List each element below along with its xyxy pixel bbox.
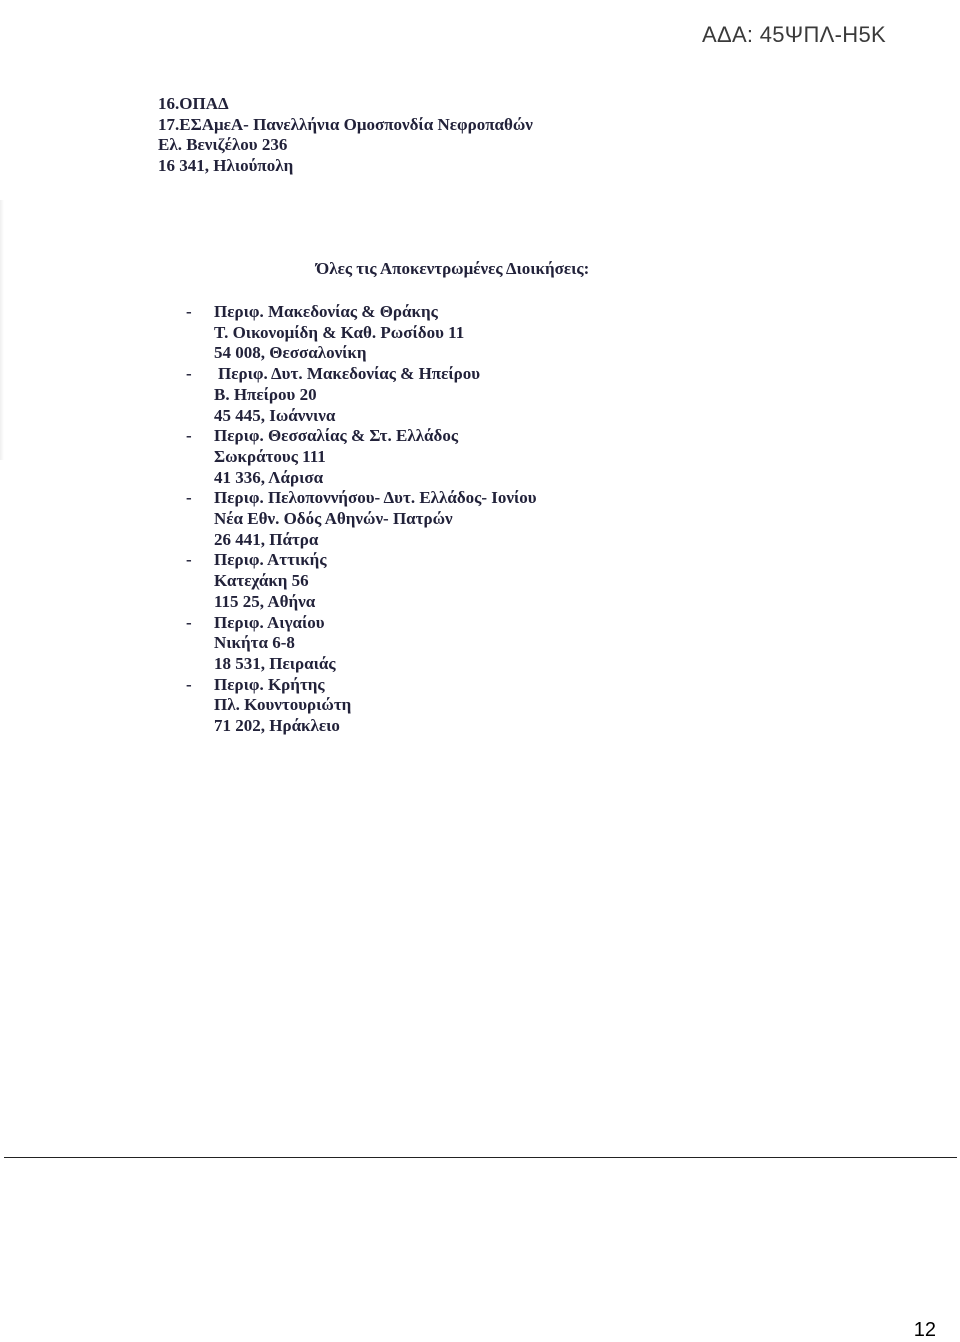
- page-number: 12: [913, 1319, 936, 1341]
- region-name: Περιφ. Αττικής: [214, 550, 327, 570]
- recipient-line: Ελ. Βενιζέλου 236: [158, 135, 288, 154]
- region-entry: [186, 364, 537, 426]
- region-postcode-city: 26 441, Πάτρα: [214, 529, 319, 549]
- region-entry: [186, 488, 537, 550]
- region-entry: [186, 426, 537, 488]
- region-postcode-city: 18 531, Πειραιάς: [214, 653, 336, 673]
- region-postcode-city: 115 25, Αθήνα: [214, 591, 316, 611]
- list-dash: -: [186, 426, 192, 446]
- regions-list: [186, 302, 537, 737]
- list-dash: -: [186, 550, 192, 570]
- region-street: Β. Ηπείρου 20: [214, 384, 317, 404]
- region-postcode-city: 54 008, Θεσσαλονίκη: [214, 343, 367, 363]
- region-postcode-city: 41 336, Λάρισα: [214, 467, 324, 487]
- region-name: Περιφ. Μακεδονίας & Θράκης: [214, 302, 438, 321]
- region-street: Πλ. Κουντουριώτη: [214, 695, 352, 715]
- region-street: Νέα Εθν. Οδός Αθηνών- Πατρών: [214, 509, 453, 529]
- recipient-block: [158, 94, 533, 176]
- region-name: Περιφ. Δυτ. Μακεδονίας & Ηπείρου: [218, 364, 481, 384]
- recipient-line: 16.ΟΠΑΔ: [158, 94, 229, 113]
- footer-divider: [4, 1157, 957, 1158]
- list-dash: -: [186, 674, 192, 694]
- region-entry: [186, 550, 537, 612]
- region-street: Σωκράτους 111: [214, 446, 326, 466]
- recipient-line: 16 341, Ηλιούπολη: [158, 155, 294, 175]
- region-street: Κατεχάκη 56: [214, 571, 309, 591]
- region-street: Νικήτα 6-8: [214, 633, 295, 653]
- list-dash: -: [186, 364, 192, 384]
- list-dash: -: [186, 488, 192, 508]
- ada-code: ΑΔΑ: 45ΨΠΛ-Η5Κ: [701, 22, 886, 47]
- region-entry: [186, 675, 537, 737]
- recipient-line: 17.ΕΣΑμεΑ- Πανελλήνια Ομοσπονδία Νεφροπαθών: [158, 114, 533, 134]
- scan-edge-shading: [0, 200, 4, 460]
- region-street: Τ. Οικονομίδη & Καθ. Ρωσίδου 11: [214, 322, 465, 342]
- region-entry: [186, 302, 537, 364]
- region-postcode-city: 45 445, Ιωάννινα: [214, 405, 336, 425]
- region-name: Περιφ. Θεσσαλίας & Στ. Ελλάδος: [214, 426, 459, 446]
- region-name: Περιφ. Αιγαίου: [214, 612, 325, 632]
- region-name: Περιφ. Κρήτης: [214, 674, 325, 694]
- list-dash: -: [186, 302, 192, 321]
- region-entry: [186, 613, 537, 675]
- region-postcode-city: 71 202, Ηράκλειο: [214, 716, 340, 736]
- list-dash: -: [186, 612, 192, 632]
- section-heading: Όλες τις Αποκεντρωμένες Διοικήσεις:: [316, 259, 590, 278]
- region-name: Περιφ. Πελοποννήσου- Δυτ. Ελλάδος- Ιονίου: [214, 488, 537, 508]
